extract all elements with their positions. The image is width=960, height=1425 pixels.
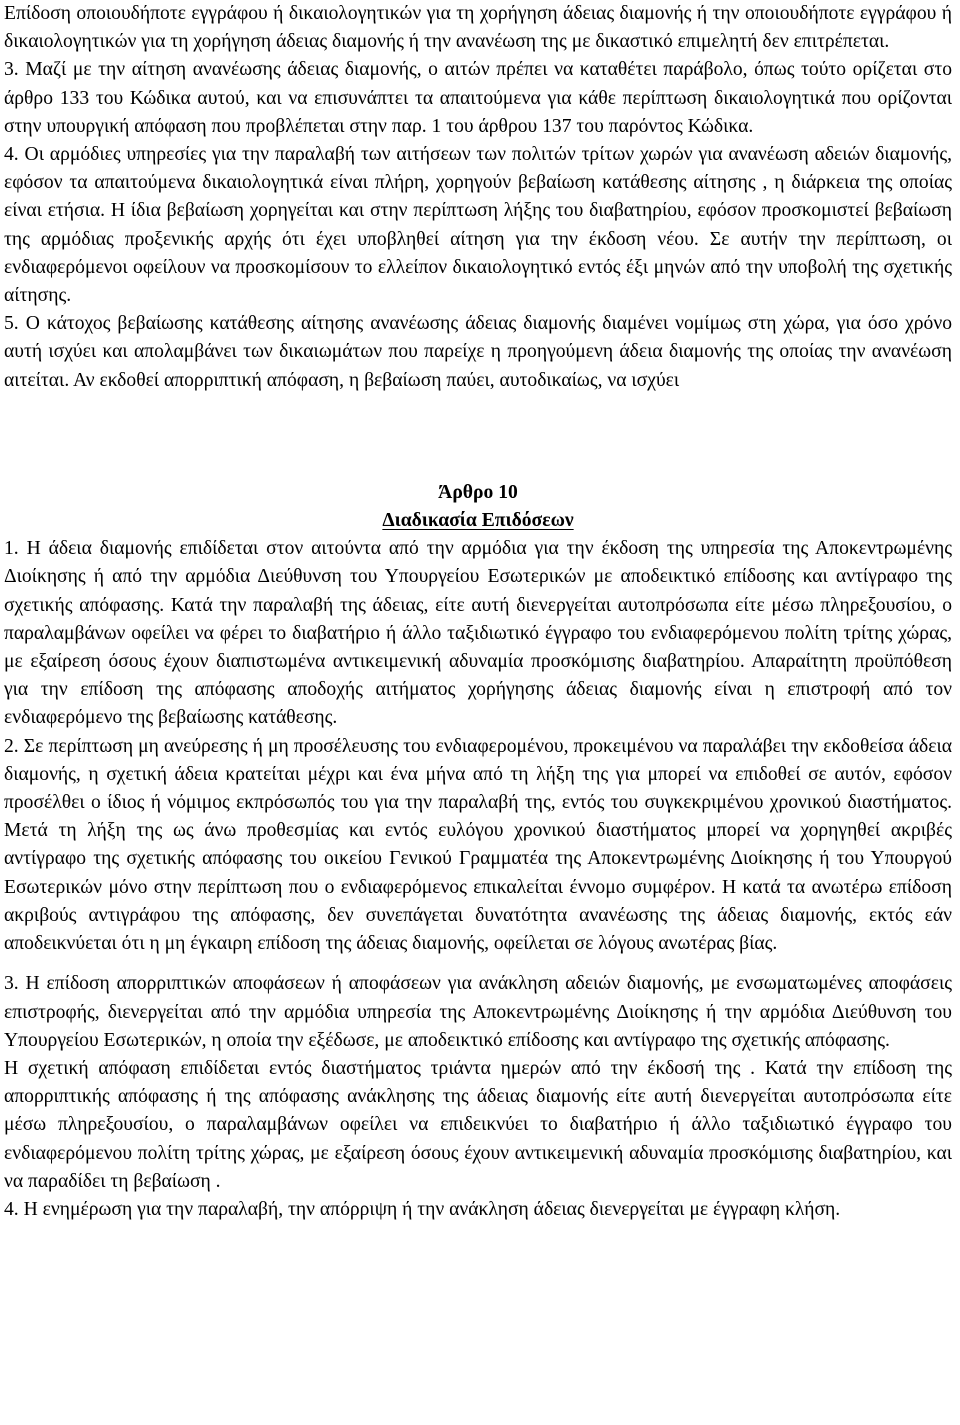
paragraph-article10-par3-continued: Η σχετική απόφαση επιδίδεται εντός διαστήματος τριάντα ημερών από την έκδοσή της . Κατά την επίδοση της απορριπτικής απόφασης ή της απόφασης ανάκλησης της άδειας διαμονής είτε αυτή διενεργείται αυτοπρόσωπα είτε μέσω πληρεξουσίου, ο παραλαμβάνων οφείλει να επιδεικνύει το διαβατήριο ή άλλο ταξιδιωτικό έγγραφο του ενδιαφερόμενου πολίτη τρίτης χώρας, με εξαίρεση όσους έχουν αντικειμενική αδυναμία προσκόμισης διαβατηρίου, και να παραδίδει τη βεβαίωση . — [4, 1057, 952, 1192]
paragraph-article10-par4: 4. Η ενημέρωση για την παραλαβή, την απόρριψη ή την ανάκληση άδειας διενεργείται με έγγραφη κλήση. — [4, 1198, 841, 1220]
article-title-heading — [4, 507, 952, 535]
article-title-text: Διαδικασία Επιδόσεων — [382, 510, 574, 532]
paragraph-article9-par5: 5. Ο κάτοχος βεβαίωσης κατάθεσης αίτησης ανανέωσης άδειας διαμονής διαμένει νομίμως στη χώρα, για όσο χρόνο αυτή ισχύει και απολαμβάνει των δικαιωμάτων που παρείχε η προηγούμενη άδεια διαμονής της οποίας την ανανέωση αιτείται. Αν εκδοθεί απορριπτική απόφαση, η βεβαίωση παύει, αυτοδικαίως, να ισχύει — [4, 313, 952, 391]
paragraph-article9-par2-tail: Επίδοση οποιουδήποτε εγγράφου ή δικαιολογητικών για τη χορήγηση άδειας διαμονής ή την οποιουδήποτε εγγράφου ή δικαιολογητικών για τη χορήγηση άδειας διαμονής ή την ανανέωση της με δικαστικό επιμελητή δεν επιτρέπεται. — [4, 3, 952, 53]
paragraph-article10-par2: 2. Σε περίπτωση μη ανεύρεσης ή μη προσέλευσης του ενδιαφερομένου, προκειμένου να παραλάβει την εκδοθείσα άδεια διαμονής, η σχετική άδεια κρατείται μέχρι και ένα μήνα από τη λήξη της για μπορεί να επιδοθεί σε αυτόν, εφόσον προσέλθει ο ίδιος ή νόμιμος εκπρόσωπός του για την παραλαβή της, εντός του συγκεκριμένου χρονικού διαστήματος. Μετά τη λήξη της ως άνω προθεσμίας και εντός ευλόγου χρονικού διαστήματος μπορεί να χορηγηθεί ακριβές αντίγραφο της σχετικής απόφασης του οικείου Γενικού Γραμματέα της Αποκεντρωμένης Διοίκησης ή του Υπουργού Εσωτερικών μόνο στην περίπτωση που ο ενδιαφερόμενος επικαλείται έννομο συμφέρον. Η κατά τα ανωτέρω επίδοση ακριβούς αντιγράφου της απόφασης, δεν συνεπάγεται δυνατότητα ανανέωσης της άδειας διαμονής, εκτός εάν αποδεικνύεται ότι η μη έγκαιρη επίδοση της άδειας διαμονής, οφείλεται σε λόγους ανωτέρας βίας. — [4, 735, 952, 955]
paragraph-article9-par4: 4. Οι αρμόδιες υπηρεσίες για την παραλαβή των αιτήσεων των πολιτών τρίτων χωρών για ανανέωση αδειών διαμονής, εφόσον τα απαιτούμενα δικαιολογητικά είναι πλήρη, χορηγούν βεβαίωση κατάθεσης αίτησης , η διάρκεια της οποίας είναι ετήσια. Η ίδια βεβαίωση χορηγείται και στην περίπτωση λήξης του διαβατηρίου, εφόσον προσκομιστεί βεβαίωση της αρμόδιας προξενικής αρχής ότι έχει υποβληθεί αίτηση για την έκδοση νέου. Σε αυτήν την περίπτωση, οι ενδιαφερόμενοι οφείλουν να προσκομίσουν το ελλείπον δικαιολογητικό εντός έξι μηνών από την υποβολή της σχετικής αίτησης. — [4, 144, 952, 307]
paragraph-article10-par1: 1. Η άδεια διαμονής επιδίδεται στον αιτούντα από την αρμόδια για την έκδοση της υπηρεσία της Αποκεντρωμένης Διοίκησης ή από την αρμόδια Διεύθυνση του Υπουργείου Εσωτερικών με αποδεικτικό επίδοσης και αντίγραφο της σχετικής απόφασης. Κατά την παραλαβή της άδειας, είτε αυτή διενεργείται αυτοπρόσωπα είτε μέσω πληρεξουσίου, ο παραλαμβάνων οφείλει να φέρει το διαβατήριο ή άλλο ταξιδιωτικό έγγραφο του ενδιαφερόμενου πολίτη τρίτης χώρας, με εξαίρεση όσους έχουν διαπιστωμένα αντικειμενική αδυναμία προσκόμισης διαβατηρίου. Απαραίτητη προϋπόθεση για την επίδοση της απόφασης αποδοχής αιτήματος χορήγησης άδειας διαμονής είναι η επιστροφή από τον ενδιαφερόμενο της βεβαίωσης κατάθεσης. — [4, 538, 952, 729]
spacer — [4, 958, 952, 970]
spacer — [4, 395, 952, 479]
paragraph-article10-par3: 3. Η επίδοση απορριπτικών αποφάσεων ή αποφάσεων για ανάκληση αδειών διαμονής, με ενσωματωμένες αποφάσεις επιστροφής, διενεργείται από την αρμόδια υπηρεσία της Αποκεντρωμένης Διοίκησης ή την αρμόδια Διεύθυνση του Υπουργείου Εσωτερικών, η οποία την εξέδωσε, με αποδεικτικό επίδοσης και αντίγραφο της σχετικής απόφασης. — [4, 973, 952, 1051]
paragraph-article9-par3: 3. Μαζί με την αίτηση ανανέωσης άδειας διαμονής, ο αιτών πρέπει να καταθέτει παράβολο, όπως τούτο ορίζεται στο άρθρο 133 του Κώδικα αυτού, και να επισυνάπτει τα απαιτούμενα για κάθε περίπτωση δικαιολογητικά που ορίζονται στην υπουργική απόφαση που προβλέπεται στην παρ. 1 του άρθρου 137 του παρόντος Κώδικα. — [4, 59, 952, 137]
article-number-heading: Άρθρο 10 — [438, 481, 518, 503]
